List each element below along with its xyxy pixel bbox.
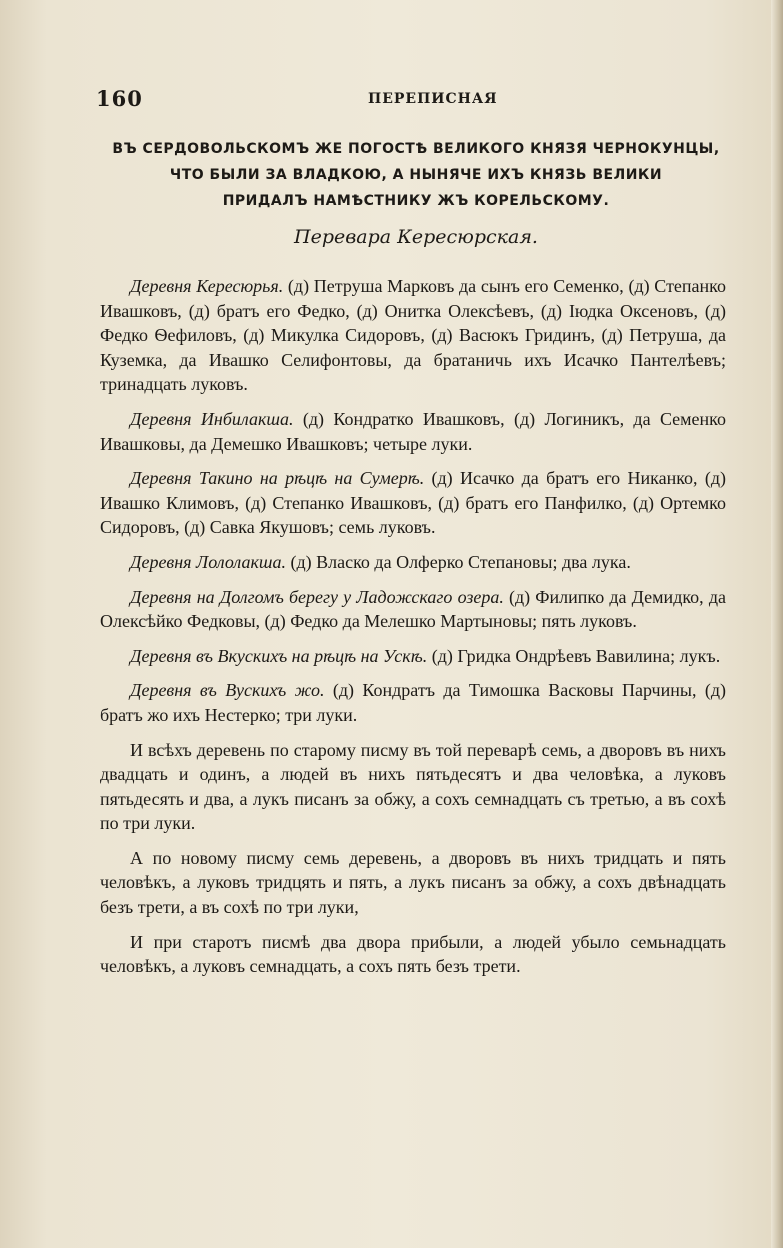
village-entry [100, 407, 726, 456]
village-text: (д) Петруша Марковъ да сынъ его Семенко, (д) Степанко Ивашковъ, (д) братъ его Федко, (д) Онитка Олексѣевъ, (д) Іюдка Оксеновъ, (д) Федко Ѳефиловъ, (д) Микулка Сидоровъ, (д) Васюкъ Гридинъ, (д) Петруша, да Куземка, да Ивашко Селифонтовы, да братаничь ихъ Исачко Пантелѣевъ; тринадцать луковъ. [100, 276, 727, 395]
village-entry [100, 678, 726, 727]
summary-paragraph: И всѣхъ деревень по старому писму въ той переварѣ семь, а дворовъ въ нихъ двадцать и одинъ, а людей въ нихъ пятьдесятъ и два человѣка, а луковъ пятьдесять и два, а лукъ писанъ за обжу, а сохъ семнадцать съ третью, а въ сохѣ по три луки. [100, 739, 726, 834]
village-entry [100, 466, 726, 540]
running-head: ПЕРЕПИСНАЯ [368, 91, 498, 107]
village-text: (д) Филипко да Демидко, да Олексѣйко Федковы, (д) Федко да Мелешко Мартыновы; пять луковъ. [100, 586, 726, 632]
heading-line: ПРИДАЛЪ НАМѢСТНИКУ ЖЪ КОРЕЛЬСКОМУ. [222, 193, 610, 209]
village-text: (д) Гридка Ондрѣевъ Вавилина; лукъ. [427, 645, 721, 666]
heading-line: ЧТО БЫЛИ ЗА ВЛАДКОЮ, А НЫНЯЧЕ ИХЪ КНЯЗЬ ВЕЛИКИ [169, 167, 663, 183]
heading-line: ВЪ СЕРДОВОЛЬСКОМЪ ЖЕ ПОГОСТѢ ВЕЛИКОГО КНЯЗЯ ЧЕРНОКУНЦЫ, [112, 141, 720, 157]
village-text: (д) Исачко да братъ его Никанко, (д) Ивашко Климовъ, (д) Степанко Ивашковъ, (д) братъ его Панфилко, (д) Ортемко Сидоровъ, (д) Савка Якушовъ; семь луковъ. [100, 468, 727, 538]
section-subheading: Переварa Кересюрская. [294, 226, 538, 248]
summary-paragraph: И при старотъ писмѣ два двора прибыли, а людей убыло семьнадцать человѣкъ, а луковъ семнадцать, а сохъ пять безъ трети. [100, 931, 726, 977]
village-text: (д) Кондратъ да Тимошка Васковы Парчины, (д) братъ жо ихъ Нестерко; три луки. [100, 680, 727, 725]
village-name: Деревня на Долгомъ берегу у Ладожскаго озера. [130, 586, 504, 607]
page-header [96, 86, 736, 116]
section-heading [96, 136, 736, 214]
page-body [100, 274, 726, 989]
village-text: (д) Кондратко Ивашковъ, (д) Логиникъ, да Семенко Ивашковы, да Демешко Ивашковъ; четыре луки. [100, 408, 726, 454]
village-text: (д) Власко да Олферко Степановы; два лука. [285, 551, 631, 572]
page-edge [771, 0, 783, 1248]
village-entry [100, 550, 726, 575]
village-name: Деревня Лололакша. [130, 551, 286, 572]
village-entry [100, 644, 726, 669]
village-entry [100, 585, 726, 634]
village-name: Деревня Кересюрья. [130, 276, 284, 296]
summary-paragraph: А по новому писму семь деревень, а дворовъ въ нихъ тридцать и пять человѣкъ, а луковъ тридцять и пять, а лукъ писанъ за обжу, а сохъ двѣнадцать безъ трети, а въ сохѣ по три луки, [100, 847, 726, 918]
village-name: Деревня въ Вкускихъ на рѣцѣ на Ускѣ. [130, 645, 428, 666]
village-name: Деревня Такино на рѣцѣ на Сумерѣ. [130, 468, 425, 489]
page-number: 160 [96, 86, 143, 111]
village-entry [100, 274, 726, 397]
village-name: Деревня въ Вускихъ жо. [130, 680, 325, 701]
village-name: Деревня Инбилакша. [130, 408, 294, 429]
